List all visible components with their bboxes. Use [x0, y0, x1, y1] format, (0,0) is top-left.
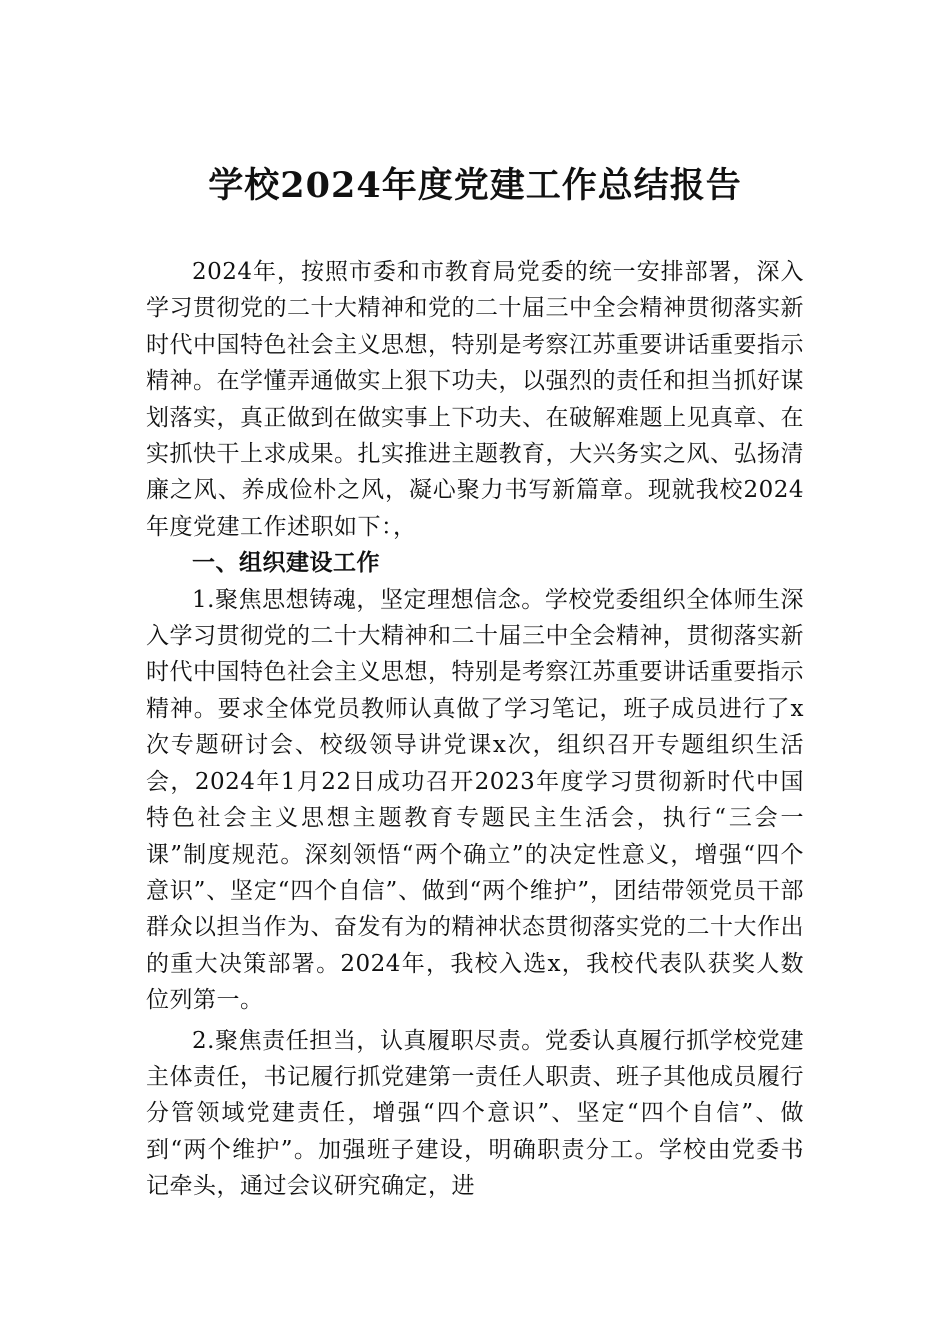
section-paragraph-2: 2.聚焦责任担当，认真履职尽责。党委认真履行抓学校党建主体责任，书记履行抓党建第一责任人职责、班子其他成员履行分管领域党建责任，增强“四个意识”、坚定“四个自信”、做到“两个维护”。加强班子建设，明确职责分工。学校由党委书记牵头，通过会议研究确定，进 [146, 1027, 804, 1200]
document-title: 学校2024年度党建工作总结报告 [208, 165, 742, 206]
document-body [146, 254, 804, 1205]
intro-paragraph: 2024年，按照市委和市教育局党委的统一安排部署，深入学习贯彻党的二十大精神和党的二十届三中全会精神贯彻落实新时代中国特色社会主义思想，特别是考察江苏重要讲话重要指示精神。在学懂弄通做实上狠下功夫，以强烈的责任和担当抓好谋划落实，真正做到在做实事上下功夫、在破解难题上见真章、在实抓快干上求成果。扎实推进主题教育，大兴务实之风、弘扬清廉之风、养成俭朴之风，凝心聚力书写新篇章。现就我校2024年度党建工作述职如下：， [146, 259, 804, 540]
section-heading: 一、组织建设工作 [192, 550, 380, 577]
section-paragraph-1: 1.聚焦思想铸魂，坚定理想信念。学校党委组织全体师生深入学习贯彻党的二十大精神和二十届三中全会精神，贯彻落实新时代中国特色社会主义思想，特别是考察江苏重要讲话重要指示精神。要求全体党员教师认真做了学习笔记，班子成员进行了x次专题研讨会、校级领导讲党课x次，组织召开专题组织生活会，2024年1月22日成功召开2023年度学习贯彻新时代中国特色社会主义思想主题教育专题民主生活会，执行“三会一课”制度规范。深刻领悟“两个确立”的决定性意义，增强“四个意识”、坚定“四个自信”、做到“两个维护”，团结带领党员干部群众以担当作为、奋发有为的精神状态贯彻落实党的二十大作出的重大决策部署。2024年，我校入选x，我校代表队获奖人数位列第一。 [146, 586, 804, 1014]
